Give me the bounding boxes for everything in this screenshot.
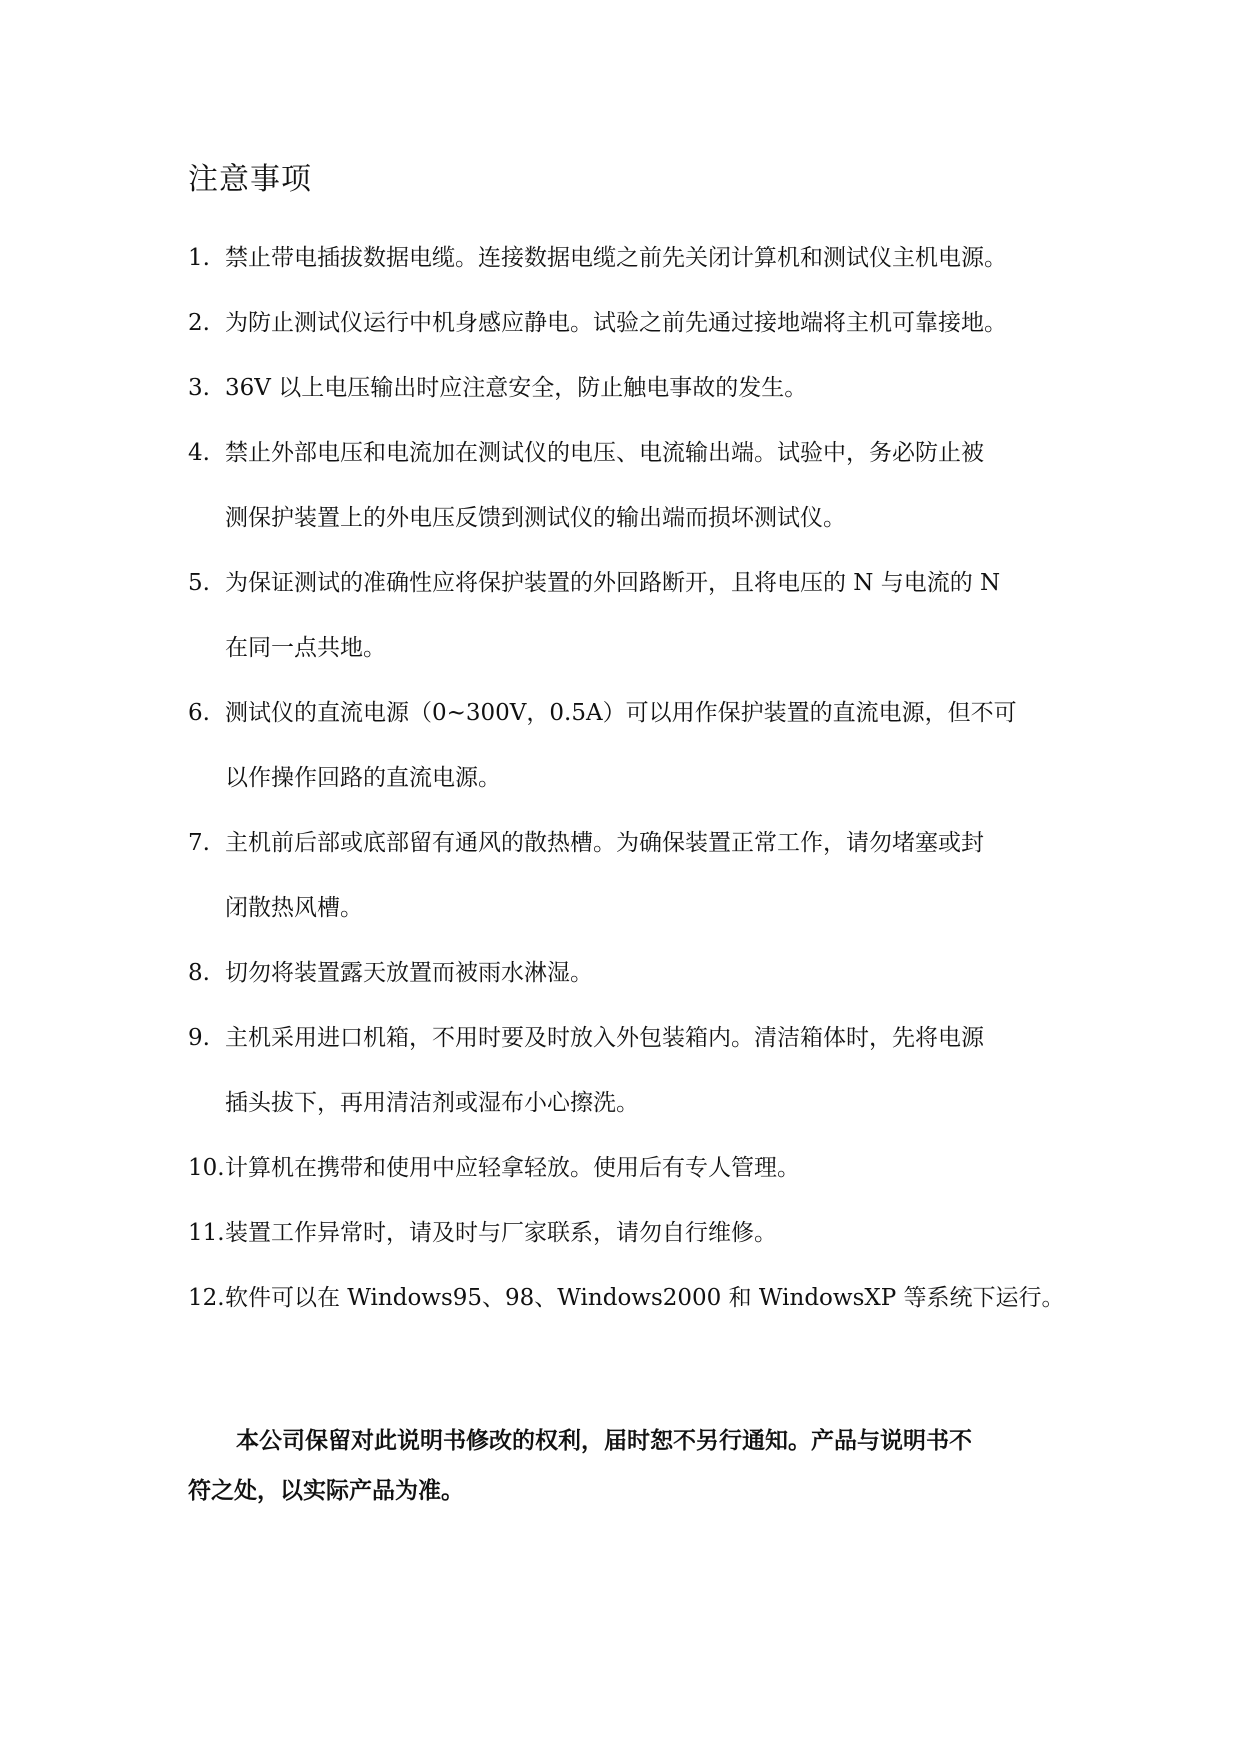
item-number: 8. — [188, 960, 210, 986]
list-item — [188, 226, 1058, 291]
item-text: 主机前后部或底部留有通风的散热槽。为确保装置正常工作，请勿堵塞或封 — [225, 830, 984, 856]
list-item — [188, 941, 1058, 1006]
item-text: 为防止测试仪运行中机身感应静电。试验之前先通过接地端将主机可靠接地。 — [225, 310, 1007, 336]
item-number: 12. — [188, 1285, 225, 1311]
item-text: 计算机在携带和使用中应轻拿轻放。使用后有专人管理。 — [225, 1155, 800, 1181]
list-item — [188, 551, 1058, 681]
item-text: 禁止外部电压和电流加在测试仪的电压、电流输出端。试验中，务必防止被 — [225, 440, 984, 466]
list-item — [188, 1136, 1058, 1201]
item-text: 软件可以在 Windows95、98、Windows2000 和 WindowsXP 等系统下运行。 — [225, 1285, 1065, 1311]
item-text: 为保证测试的准确性应将保护装置的外回路断开，且将电压的 N 与电流的 N — [225, 570, 1001, 596]
item-number: 11. — [188, 1220, 225, 1246]
list-item — [188, 1266, 1065, 1331]
item-text: 主机采用进口机箱，不用时要及时放入外包装箱内。清洁箱体时，先将电源 — [225, 1025, 984, 1051]
item-number: 10. — [188, 1155, 225, 1181]
item-text: 36V 以上电压输出时应注意安全，防止触电事故的发生。 — [225, 375, 808, 401]
item-number: 1. — [188, 245, 210, 271]
company-notice — [188, 1416, 1060, 1516]
list-item — [188, 1201, 1058, 1266]
list-item — [188, 421, 1058, 551]
item-text-continuation: 以作操作回路的直流电源。 — [225, 765, 501, 791]
precautions-list — [188, 226, 1065, 1331]
item-number: 7. — [188, 830, 210, 856]
list-item — [188, 681, 1058, 811]
item-number: 9. — [188, 1025, 210, 1051]
item-text: 装置工作异常时，请及时与厂家联系，请勿自行维修。 — [225, 1220, 777, 1246]
list-item — [188, 811, 1058, 941]
item-text-continuation: 测保护装置上的外电压反馈到测试仪的输出端而损坏测试仪。 — [225, 505, 846, 531]
item-number: 6. — [188, 700, 210, 726]
item-text: 禁止带电插拔数据电缆。连接数据电缆之前先关闭计算机和测试仪主机电源。 — [225, 245, 1007, 271]
notice-line-1: 本公司保留对此说明书修改的权利，届时恕不另行通知。产品与说明书不 — [236, 1428, 972, 1454]
item-text-continuation: 插头拔下，再用清洁剂或湿布小心擦洗。 — [225, 1090, 639, 1116]
item-number: 2. — [188, 310, 210, 336]
item-number: 4. — [188, 440, 210, 466]
item-text: 测试仪的直流电源（0~300V，0.5A）可以用作保护装置的直流电源，但不可 — [225, 700, 1017, 726]
list-item — [188, 1006, 1058, 1136]
page-title: 注意事项 — [188, 162, 312, 197]
notice-line-2: 符之处，以实际产品为准。 — [188, 1478, 464, 1504]
item-text-continuation: 在同一点共地。 — [225, 635, 386, 661]
item-text-continuation: 闭散热风槽。 — [225, 895, 363, 921]
item-text: 切勿将装置露天放置而被雨水淋湿。 — [225, 960, 593, 986]
item-number: 5. — [188, 570, 210, 596]
item-number: 3. — [188, 375, 210, 401]
list-item — [188, 291, 1058, 356]
list-item — [188, 356, 1058, 421]
